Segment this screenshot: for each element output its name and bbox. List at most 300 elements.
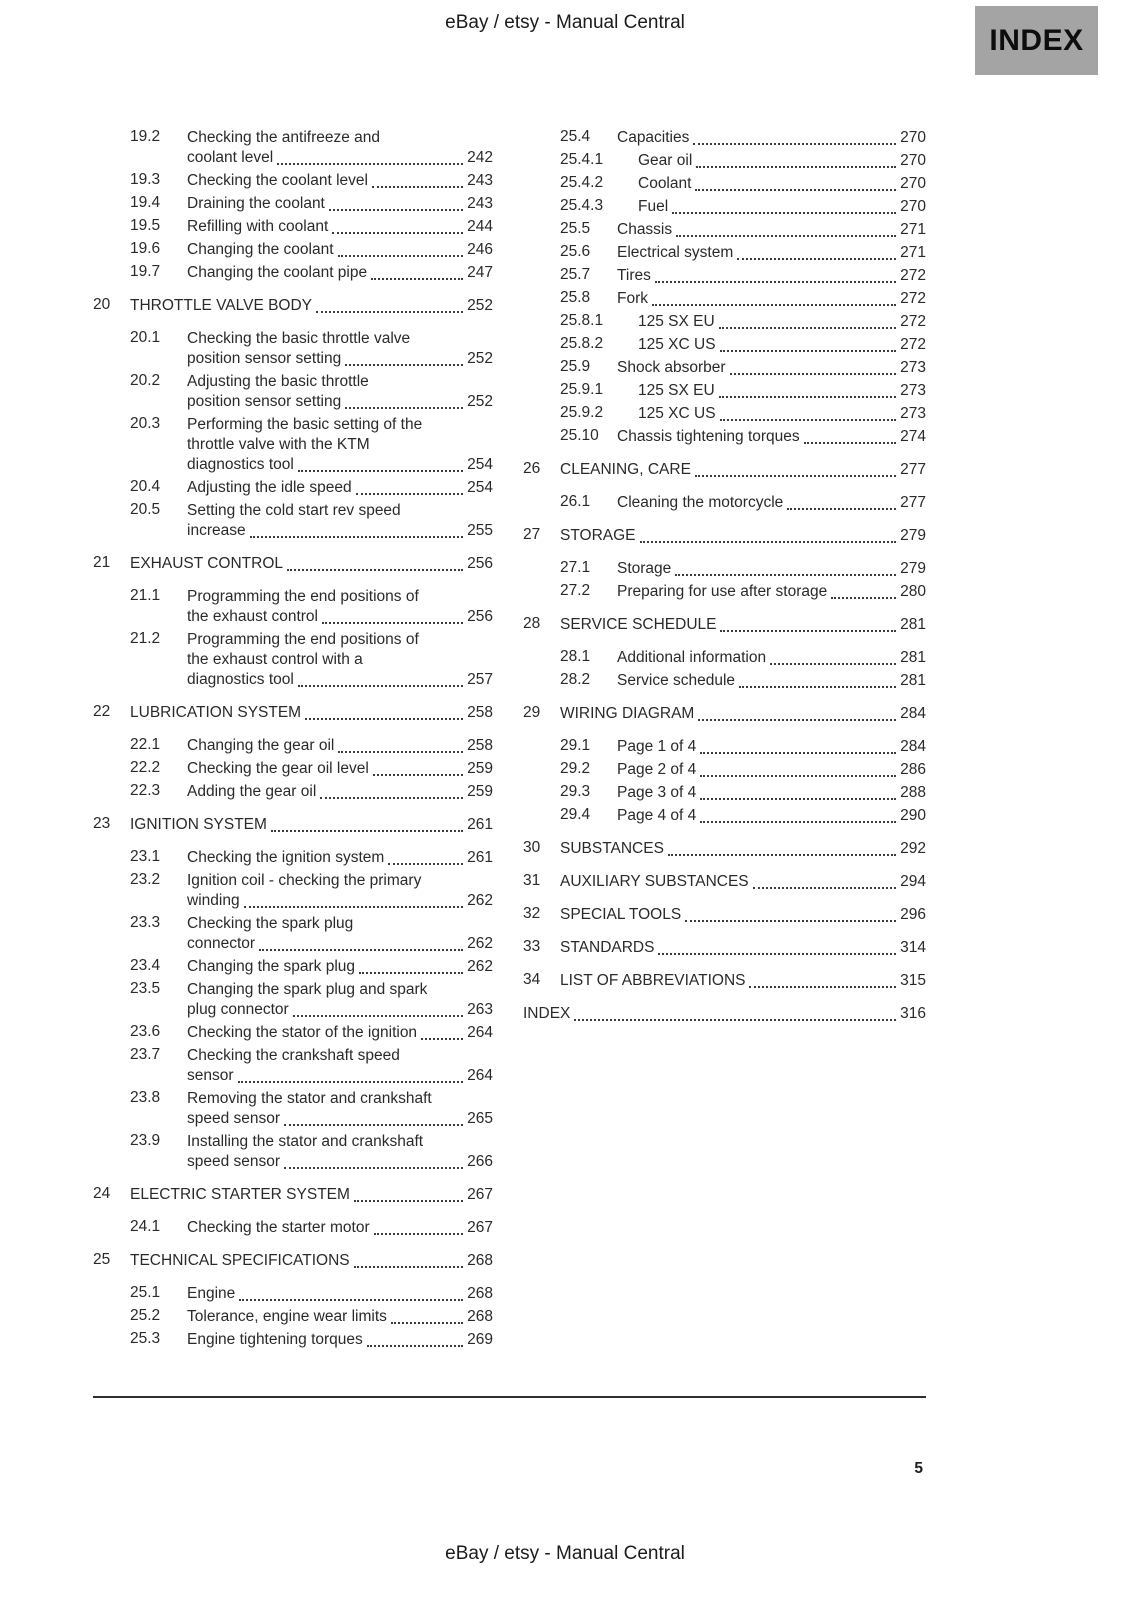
toc-entry-page: 281 bbox=[900, 616, 926, 633]
toc-entry-title: Gear oil bbox=[638, 152, 693, 169]
toc-entry-page: 258 bbox=[467, 704, 493, 721]
footer-divider bbox=[93, 1396, 926, 1398]
toc-entry bbox=[560, 151, 926, 171]
toc-entry-number: 28 bbox=[523, 615, 541, 632]
toc-entry bbox=[130, 128, 493, 168]
leader-dots bbox=[370, 263, 464, 283]
leader-dots bbox=[692, 128, 897, 148]
leader-dots bbox=[337, 240, 465, 260]
toc-chapter-entry bbox=[523, 1004, 926, 1024]
toc-chapter-entry bbox=[523, 615, 926, 635]
toc-entry-title: Changing the gear oil bbox=[187, 737, 335, 754]
toc-entry-title: 125 SX EU bbox=[638, 382, 715, 399]
toc-entry-title: Changing the coolant bbox=[187, 241, 334, 258]
toc-entry-page: 272 bbox=[900, 336, 926, 353]
toc-entry-title-line: Adjusting the basic throttle bbox=[187, 373, 369, 390]
leader-dots bbox=[674, 559, 897, 579]
toc-entry-page: 288 bbox=[900, 784, 926, 801]
toc-entry-page: 270 bbox=[900, 129, 926, 146]
toc-entry-page: 246 bbox=[467, 241, 493, 258]
toc-entry-number: 25.8 bbox=[560, 289, 591, 306]
toc-entry-title: position sensor setting bbox=[187, 350, 342, 367]
toc-entry-title: Page 1 of 4 bbox=[617, 738, 697, 755]
toc-entry bbox=[130, 759, 493, 779]
toc-entry-page: 314 bbox=[900, 939, 926, 956]
leader-dots bbox=[654, 266, 897, 286]
toc-entry-number: 25.4.2 bbox=[560, 174, 604, 191]
toc-entry-number: 25.9.2 bbox=[560, 404, 604, 421]
toc-entry-page: 262 bbox=[467, 892, 493, 909]
toc-entry-page: 267 bbox=[467, 1219, 493, 1236]
toc-entry-title: Checking the stator of the ignition bbox=[187, 1024, 418, 1041]
leader-dots bbox=[738, 671, 897, 691]
leader-dots bbox=[344, 349, 464, 369]
toc-entry-page: 264 bbox=[467, 1024, 493, 1041]
toc-entry-number: 19.2 bbox=[130, 128, 161, 145]
toc-entry-number: 25.4.1 bbox=[560, 151, 604, 168]
leader-dots bbox=[331, 217, 464, 237]
toc-entry-title: increase bbox=[187, 522, 246, 539]
toc-chapter-entry bbox=[523, 526, 926, 546]
leader-dots bbox=[651, 289, 897, 309]
toc-entry-page: 268 bbox=[467, 1252, 493, 1269]
toc-entry bbox=[560, 648, 926, 668]
toc-entry-title: Cleaning the motorcycle bbox=[617, 494, 784, 511]
toc-entry-number: 21.2 bbox=[130, 630, 161, 647]
toc-entry-page: 262 bbox=[467, 935, 493, 952]
toc-entry-number: 20.5 bbox=[130, 501, 161, 518]
leader-dots bbox=[283, 1152, 464, 1172]
toc-entry-title: plug connector bbox=[187, 1001, 289, 1018]
leader-dots bbox=[719, 335, 898, 355]
toc-chapter-entry bbox=[93, 554, 493, 574]
toc-entry-title: CLEANING, CARE bbox=[560, 461, 691, 478]
toc-entry-page: 273 bbox=[900, 382, 926, 399]
toc-entry-title-line: Checking the crankshaft speed bbox=[187, 1047, 400, 1064]
toc-entry bbox=[130, 1307, 493, 1327]
toc-entry-page: 315 bbox=[900, 972, 926, 989]
toc-entry-number: 25.3 bbox=[130, 1330, 161, 1347]
toc-entry-title-line: throttle valve with the KTM bbox=[187, 436, 370, 453]
toc-entry-title: Draining the coolant bbox=[187, 195, 325, 212]
toc-entry-title: Changing the spark plug bbox=[187, 958, 356, 975]
toc-entry bbox=[130, 782, 493, 802]
toc-entry bbox=[560, 335, 926, 355]
toc-entry-number: 31 bbox=[523, 872, 541, 889]
leader-dots bbox=[373, 1218, 464, 1238]
toc-entry-title: Engine tightening torques bbox=[187, 1331, 363, 1348]
toc-entry-number: 24 bbox=[93, 1185, 111, 1202]
toc-entry-title: ELECTRIC STARTER SYSTEM bbox=[130, 1186, 350, 1203]
toc-entry-page: 268 bbox=[467, 1308, 493, 1325]
toc-chapter-entry bbox=[523, 839, 926, 859]
toc-entry-page: 255 bbox=[467, 522, 493, 539]
toc-entry-page: 284 bbox=[900, 738, 926, 755]
toc-entry-title: speed sensor bbox=[187, 1110, 281, 1127]
toc-entry-number: 23 bbox=[93, 815, 111, 832]
toc-entry-number: 20 bbox=[93, 296, 111, 313]
toc-chapter-entry bbox=[523, 872, 926, 892]
toc-entry-title: Changing the coolant pipe bbox=[187, 264, 368, 281]
toc-entry-page: 290 bbox=[900, 807, 926, 824]
toc-entry-title: position sensor setting bbox=[187, 393, 342, 410]
toc-entry-title-line: Programming the end positions of bbox=[187, 631, 419, 648]
toc-entry-page: 254 bbox=[467, 479, 493, 496]
toc-entry-page: 272 bbox=[900, 267, 926, 284]
toc-entry-page: 277 bbox=[900, 461, 926, 478]
toc-entry-page: 244 bbox=[467, 218, 493, 235]
toc-entry-title: Electrical system bbox=[617, 244, 734, 261]
leader-dots bbox=[270, 815, 464, 835]
leader-dots bbox=[719, 615, 897, 635]
toc-entry-title: IGNITION SYSTEM bbox=[130, 816, 267, 833]
toc-entry bbox=[560, 289, 926, 309]
leader-dots bbox=[276, 148, 464, 168]
toc-chapter-entry bbox=[523, 460, 926, 480]
toc-entry-page: 254 bbox=[467, 456, 493, 473]
toc-entry-number: 20.2 bbox=[130, 372, 161, 389]
toc-entry-number: 23.5 bbox=[130, 980, 161, 997]
toc-entry-page: 262 bbox=[467, 958, 493, 975]
toc-entry-title: Chassis bbox=[617, 221, 673, 238]
toc-entry-page: 269 bbox=[467, 1331, 493, 1348]
toc-chapter-entry bbox=[93, 1185, 493, 1205]
footer-title: eBay / etsy - Manual Central bbox=[445, 1543, 685, 1564]
toc-chapter-entry bbox=[523, 971, 926, 991]
toc-entry-page: 247 bbox=[467, 264, 493, 281]
toc-entry bbox=[560, 312, 926, 332]
leader-dots bbox=[258, 934, 464, 954]
toc-entry bbox=[560, 760, 926, 780]
toc-entry bbox=[130, 736, 493, 756]
toc-entry-title-line: Checking the spark plug bbox=[187, 915, 354, 932]
leader-dots bbox=[371, 171, 464, 191]
toc-entry-number: 25.5 bbox=[560, 220, 591, 237]
toc-entry-page: 267 bbox=[467, 1186, 493, 1203]
toc-entry bbox=[130, 329, 493, 369]
leader-dots bbox=[694, 460, 897, 480]
leader-dots bbox=[355, 478, 465, 498]
toc-entry-page: 264 bbox=[467, 1067, 493, 1084]
toc-entry-title: SUBSTANCES bbox=[560, 840, 664, 857]
toc-entry-page: 268 bbox=[467, 1285, 493, 1302]
toc-entry-number: 25.2 bbox=[130, 1307, 161, 1324]
toc-entry-title: AUXILIARY SUBSTANCES bbox=[560, 873, 749, 890]
leader-dots bbox=[718, 312, 897, 332]
leader-dots bbox=[390, 1307, 464, 1327]
toc-entry-page: 280 bbox=[900, 583, 926, 600]
toc-entry-page: 243 bbox=[467, 172, 493, 189]
toc-entry-page: 243 bbox=[467, 195, 493, 212]
toc-entry bbox=[130, 914, 493, 954]
toc-entry-number: 23.9 bbox=[130, 1132, 161, 1149]
toc-left-column bbox=[93, 128, 493, 1353]
toc-entry-number: 33 bbox=[523, 938, 541, 955]
toc-entry-number: 25.9 bbox=[560, 358, 591, 375]
toc-entry bbox=[560, 737, 926, 757]
toc-entry bbox=[130, 980, 493, 1020]
toc-entry-page: 281 bbox=[900, 649, 926, 666]
toc-entry bbox=[130, 478, 493, 498]
leader-dots bbox=[372, 759, 464, 779]
toc-entry-title: Page 2 of 4 bbox=[617, 761, 697, 778]
toc-entry bbox=[130, 1284, 493, 1304]
toc-entry-title: Service schedule bbox=[617, 672, 736, 689]
toc-entry-page: 271 bbox=[900, 244, 926, 261]
toc-entry-page: 258 bbox=[467, 737, 493, 754]
leader-dots bbox=[243, 891, 465, 911]
header-title: eBay / etsy - Manual Central bbox=[445, 12, 685, 33]
toc-entry-page: 265 bbox=[467, 1110, 493, 1127]
leader-dots bbox=[719, 404, 898, 424]
leader-dots bbox=[697, 704, 897, 724]
toc-entry-number: 27.1 bbox=[560, 559, 591, 576]
toc-entry bbox=[560, 197, 926, 217]
toc-entry-number: 30 bbox=[523, 839, 541, 856]
toc-entry-number: 25.9.1 bbox=[560, 381, 604, 398]
toc-entry-title: INDEX bbox=[523, 1005, 571, 1022]
leader-dots bbox=[675, 220, 897, 240]
toc-entry-title: 125 XC US bbox=[638, 336, 716, 353]
leader-dots bbox=[639, 526, 898, 546]
toc-entry-title: diagnostics tool bbox=[187, 671, 294, 688]
toc-entry bbox=[560, 174, 926, 194]
leader-dots bbox=[695, 151, 897, 171]
leader-dots bbox=[573, 1004, 897, 1024]
toc-entry-page: 263 bbox=[467, 1001, 493, 1018]
toc-entry bbox=[130, 1218, 493, 1238]
toc-entry-title: the exhaust control bbox=[187, 608, 318, 625]
leader-dots bbox=[319, 782, 464, 802]
leader-dots bbox=[803, 427, 897, 447]
toc-entry bbox=[130, 194, 493, 214]
leader-dots bbox=[353, 1251, 465, 1271]
toc-entry-title: Adding the gear oil bbox=[187, 783, 317, 800]
toc-entry-number: 20.4 bbox=[130, 478, 161, 495]
leader-dots bbox=[321, 607, 464, 627]
leader-dots bbox=[286, 554, 464, 574]
toc-entry-number: 23.7 bbox=[130, 1046, 161, 1063]
toc-entry-title: Chassis tightening torques bbox=[617, 428, 800, 445]
toc-entry-number: 29.1 bbox=[560, 737, 591, 754]
leader-dots bbox=[238, 1284, 464, 1304]
leader-dots bbox=[786, 493, 897, 513]
toc-chapter-entry bbox=[523, 905, 926, 925]
toc-entry-number: 19.7 bbox=[130, 263, 161, 280]
toc-entry-title-line: Changing the spark plug and spark bbox=[187, 981, 428, 998]
toc-entry-title: Fork bbox=[617, 290, 648, 307]
toc-entry-number: 23.6 bbox=[130, 1023, 161, 1040]
toc-chapter-entry bbox=[93, 703, 493, 723]
leader-dots bbox=[297, 455, 464, 475]
toc-entry-number: 22.1 bbox=[130, 736, 161, 753]
toc-entry-number: 27 bbox=[523, 526, 541, 543]
toc-entry-page: 279 bbox=[900, 527, 926, 544]
toc-entry-title: Tolerance, engine wear limits bbox=[187, 1308, 387, 1325]
toc-entry-page: 266 bbox=[467, 1153, 493, 1170]
toc-entry-number: 25.4 bbox=[560, 128, 591, 145]
leader-dots bbox=[769, 648, 897, 668]
toc-entry-number: 25.7 bbox=[560, 266, 591, 283]
toc-entry-number: 34 bbox=[523, 971, 541, 988]
leader-dots bbox=[729, 358, 898, 378]
leader-dots bbox=[292, 1000, 464, 1020]
leader-dots bbox=[366, 1330, 464, 1350]
toc-entry-title-line: Removing the stator and crankshaft bbox=[187, 1090, 432, 1107]
toc-entry-page: 294 bbox=[900, 873, 926, 890]
toc-entry-title: Tires bbox=[617, 267, 651, 284]
toc-entry bbox=[560, 427, 926, 447]
leader-dots bbox=[344, 392, 464, 412]
toc-entry-title: speed sensor bbox=[187, 1153, 281, 1170]
toc-entry-page: 256 bbox=[467, 608, 493, 625]
toc-entry-number: 23.4 bbox=[130, 957, 161, 974]
toc-entry-number: 26 bbox=[523, 460, 541, 477]
toc-entry-page: 270 bbox=[900, 152, 926, 169]
toc-entry-title: diagnostics tool bbox=[187, 456, 294, 473]
toc-entry-title: Coolant bbox=[638, 175, 692, 192]
toc-entry-title: Engine bbox=[187, 1285, 236, 1302]
toc-entry-number: 23.8 bbox=[130, 1089, 161, 1106]
toc-entry-number: 22.3 bbox=[130, 782, 161, 799]
toc-entry-title: 125 SX EU bbox=[638, 313, 715, 330]
toc-entry-page: 274 bbox=[900, 428, 926, 445]
toc-entry-page: 252 bbox=[467, 297, 493, 314]
leader-dots bbox=[387, 848, 464, 868]
toc-entry bbox=[130, 848, 493, 868]
toc-entry-page: 277 bbox=[900, 494, 926, 511]
leader-dots bbox=[304, 703, 464, 723]
toc-entry-title: Capacities bbox=[617, 129, 690, 146]
leader-dots bbox=[667, 839, 897, 859]
toc-entry-page: 284 bbox=[900, 705, 926, 722]
leader-dots bbox=[328, 194, 464, 214]
toc-entry-number: 29.4 bbox=[560, 806, 591, 823]
leader-dots bbox=[736, 243, 897, 263]
toc-entry-number: 25.4.3 bbox=[560, 197, 604, 214]
toc-entry bbox=[560, 243, 926, 263]
toc-entry bbox=[130, 1046, 493, 1086]
toc-entry-title: STANDARDS bbox=[560, 939, 655, 956]
toc-entry bbox=[130, 587, 493, 627]
toc-entry-page: 270 bbox=[900, 175, 926, 192]
toc-entry-page: 273 bbox=[900, 405, 926, 422]
leader-dots bbox=[752, 872, 897, 892]
toc-entry-title-line: Checking the antifreeze and bbox=[187, 129, 381, 146]
leader-dots bbox=[657, 938, 897, 958]
toc-entry bbox=[130, 1330, 493, 1350]
toc-entry-number: 23.1 bbox=[130, 848, 161, 865]
leader-dots bbox=[748, 971, 897, 991]
toc-entry-number: 29.2 bbox=[560, 760, 591, 777]
toc-entry-title: Checking the coolant level bbox=[187, 172, 368, 189]
toc-entry bbox=[130, 415, 493, 475]
toc-entry-title: SERVICE SCHEDULE bbox=[560, 616, 717, 633]
toc-entry bbox=[560, 783, 926, 803]
toc-entry-number: 28.2 bbox=[560, 671, 591, 688]
toc-chapter-entry bbox=[93, 815, 493, 835]
leader-dots bbox=[420, 1023, 464, 1043]
toc-entry bbox=[560, 806, 926, 826]
toc-entry bbox=[130, 501, 493, 541]
toc-entry-title-line: Setting the cold start rev speed bbox=[187, 502, 401, 519]
toc-entry-title: THROTTLE VALVE BODY bbox=[130, 297, 313, 314]
leader-dots bbox=[337, 736, 464, 756]
toc-entry-page: 286 bbox=[900, 761, 926, 778]
toc-entry-page: 292 bbox=[900, 840, 926, 857]
toc-right-column bbox=[523, 128, 926, 1037]
toc-entry bbox=[130, 171, 493, 191]
leader-dots bbox=[358, 957, 464, 977]
toc-entry bbox=[130, 217, 493, 237]
toc-entry bbox=[130, 240, 493, 260]
toc-entry bbox=[560, 128, 926, 148]
leader-dots bbox=[699, 737, 897, 757]
toc-entry-page: 272 bbox=[900, 313, 926, 330]
toc-entry-title-line: Checking the basic throttle valve bbox=[187, 330, 411, 347]
leader-dots bbox=[237, 1066, 465, 1086]
toc-entry bbox=[130, 957, 493, 977]
toc-entry-number: 19.3 bbox=[130, 171, 161, 188]
toc-entry-title-line: the exhaust control with a bbox=[187, 651, 363, 668]
toc-entry-number: 25.1 bbox=[130, 1284, 161, 1301]
toc-entry-page: 270 bbox=[900, 198, 926, 215]
toc-entry-page: 259 bbox=[467, 760, 493, 777]
leader-dots bbox=[297, 670, 464, 690]
toc-entry bbox=[560, 358, 926, 378]
toc-entry-title: Additional information bbox=[617, 649, 767, 666]
toc-entry-number: 20.3 bbox=[130, 415, 161, 432]
toc-entry-title: TECHNICAL SPECIFICATIONS bbox=[130, 1252, 350, 1269]
toc-entry-page: 281 bbox=[900, 672, 926, 689]
toc-chapter-entry bbox=[93, 296, 493, 316]
toc-entry bbox=[560, 559, 926, 579]
toc-entry-page: 256 bbox=[467, 555, 493, 572]
toc-entry-title: Refilling with coolant bbox=[187, 218, 329, 235]
toc-entry-title-line: Ignition coil - checking the primary bbox=[187, 872, 422, 889]
toc-chapter-entry bbox=[93, 1251, 493, 1271]
toc-entry-title: winding bbox=[187, 892, 240, 909]
leader-dots bbox=[353, 1185, 464, 1205]
toc-entry-title: Checking the ignition system bbox=[187, 849, 385, 866]
toc-entry-title-line: Installing the stator and crankshaft bbox=[187, 1133, 424, 1150]
toc-entry-title-line: Performing the basic setting of the bbox=[187, 416, 423, 433]
leader-dots bbox=[699, 760, 897, 780]
toc-entry-number: 19.6 bbox=[130, 240, 161, 257]
toc-entry bbox=[130, 630, 493, 690]
toc-entry bbox=[130, 1023, 493, 1043]
leader-dots bbox=[283, 1109, 464, 1129]
leader-dots bbox=[315, 296, 464, 316]
toc-entry-title: Checking the starter motor bbox=[187, 1219, 370, 1236]
toc-entry bbox=[560, 266, 926, 286]
toc-entry bbox=[130, 372, 493, 412]
leader-dots bbox=[830, 582, 897, 602]
toc-entry bbox=[560, 671, 926, 691]
toc-entry-title: LIST OF ABBREVIATIONS bbox=[560, 972, 746, 989]
toc-entry-page: 296 bbox=[900, 906, 926, 923]
toc-entry-page: 259 bbox=[467, 783, 493, 800]
toc-entry-title: SPECIAL TOOLS bbox=[560, 906, 682, 923]
index-tab-label: INDEX bbox=[989, 23, 1084, 57]
toc-chapter-entry bbox=[523, 704, 926, 724]
toc-entry-number: 25.10 bbox=[560, 427, 599, 444]
leader-dots bbox=[694, 174, 897, 194]
toc-entry-number: 32 bbox=[523, 905, 541, 922]
toc-entry bbox=[560, 582, 926, 602]
toc-entry bbox=[130, 1132, 493, 1172]
toc-entry-number: 24.1 bbox=[130, 1218, 161, 1235]
